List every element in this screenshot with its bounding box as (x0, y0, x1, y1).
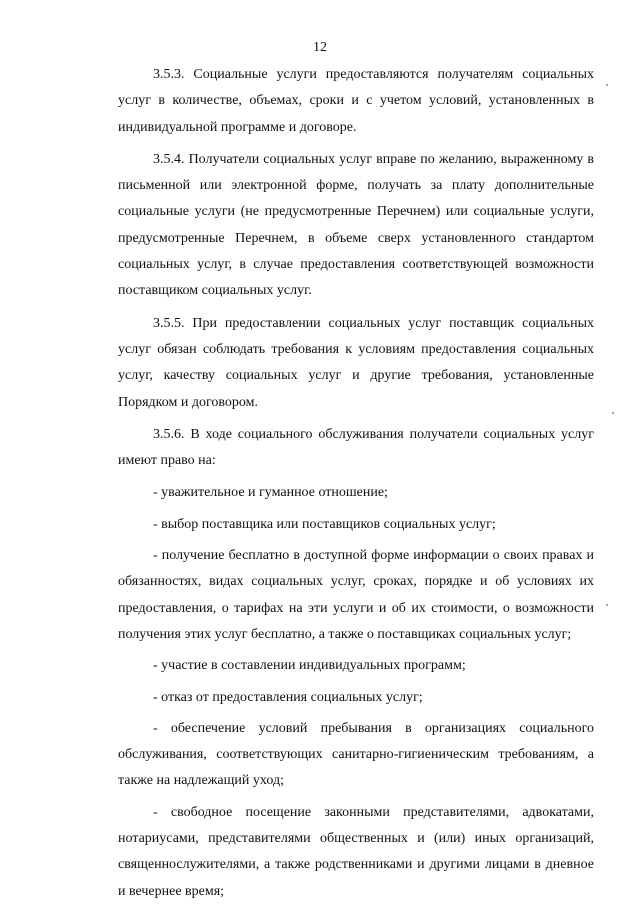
rights-list-item: - выбор поставщика или поставщиков социальных услуг; (153, 516, 496, 532)
rights-list-item: - отказ от предоставления социальных услуг; (153, 689, 423, 705)
page-number: 12 (313, 40, 327, 55)
rights-list-item: - участие в составлении индивидуальных программ; (153, 658, 466, 674)
rights-list-item: - получение бесплатно в доступной форме информации о своих правах и обязанностях, видах социальных услуг, сроках, порядке и об условиях их предоставления, о тарифах на эти услуги и об их стоимости, о возможности получения этих услуг бесплатно, а также о поставщиках социальных услуг; (118, 548, 594, 642)
paragraph-3-5-3: 3.5.3. Социальные услуги предоставляются получателям социальных услуг в количестве, объемах, сроки и с учетом условий, установленных в индивидуальной программе и договоре. (118, 67, 594, 135)
scan-speck (612, 412, 614, 414)
paragraph-3-5-5: 3.5.5. При предоставлении социальных услуг поставщик социальных услуг обязан соблюдать требования к условиям предоставления социальных услуг, качеству социальных услуг и другие требования, установленные Порядком и договором. (118, 315, 594, 410)
scan-speck (606, 604, 608, 606)
paragraph-3-5-6: 3.5.6. В ходе социального обслуживания получатели социальных услуг имеют право на: (118, 426, 594, 469)
rights-list-item: - уважительное и гуманное отношение; (153, 485, 388, 501)
rights-list-item: - обеспечение условий пребывания в организациях социального обслуживания, соответствующих санитарно-гигиеническим требованиям, а также на надлежащий уход; (118, 720, 594, 789)
scan-speck (606, 84, 608, 86)
paragraph-3-5-4: 3.5.4. Получатели социальных услуг вправе по желанию, выраженному в письменной или электронной форме, получать за плату дополнительные социальные услуги (не предусмотренные Перечнем) или социальные услуги, предусмотренные Перечнем, в объеме сверх установленного стандартом социальных услуг, в случае предоставления соответствующей возможности поставщиком социальных услуг. (118, 151, 594, 299)
rights-list-item: - свободное посещение законными представителями, адвокатами, нотариусами, представителями общественных и (или) иных организаций, священнослужителями, а также родственниками и другими лицами в дневное и вечернее время; (118, 804, 594, 899)
document-body (118, 62, 594, 910)
